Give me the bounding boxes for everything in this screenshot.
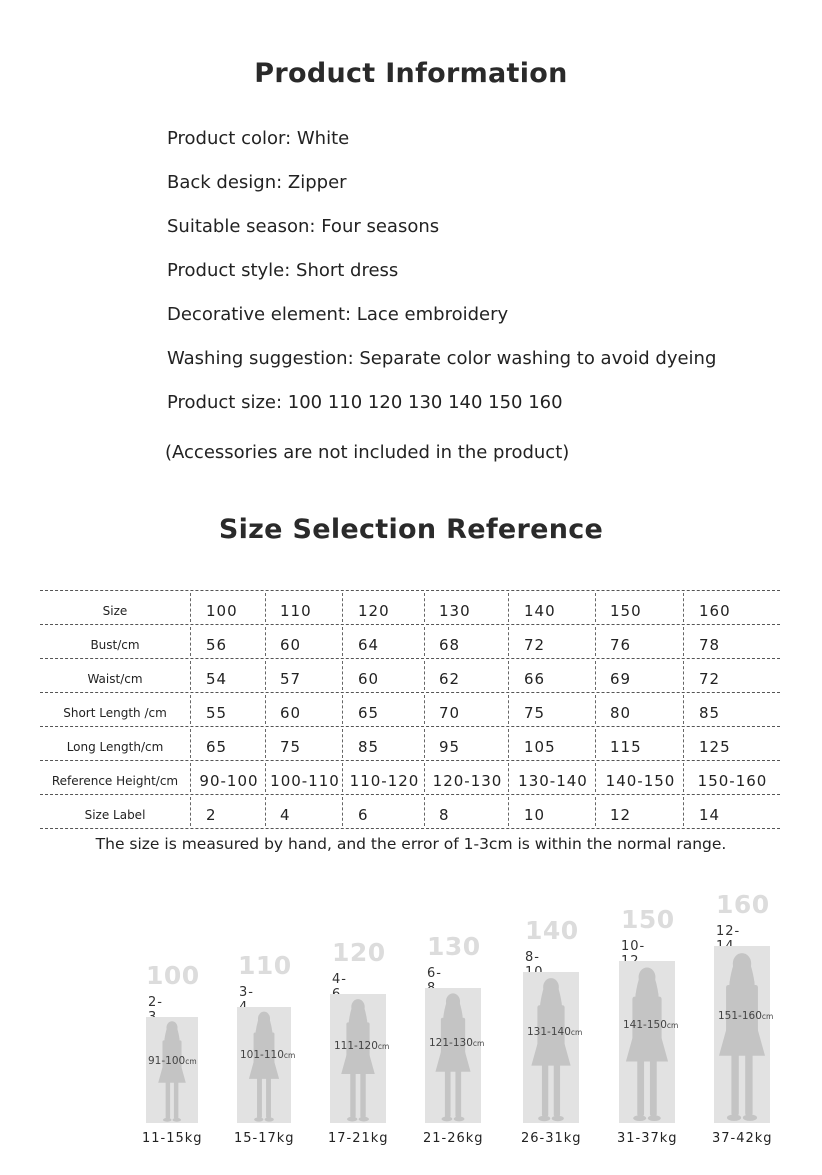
- product-color-line: Product color: White: [167, 128, 350, 149]
- size-table-cell: 68: [439, 636, 461, 654]
- figure-age-range: 10-: [621, 939, 646, 954]
- accessories-note: (Accessories are not included in the product): [165, 442, 570, 463]
- size-selection-title: Size Selection Reference: [218, 514, 604, 545]
- product-information-title: Product Information: [254, 58, 568, 89]
- column-divider: [190, 763, 191, 792]
- child-silhouette-icon: [330, 994, 386, 1123]
- height-value: 141-150: [623, 1019, 667, 1032]
- size-table-cell: 85: [358, 738, 380, 756]
- figure-silhouette-panel: [146, 1017, 198, 1123]
- figure-size-number: 140: [525, 916, 579, 945]
- size-table-cell: 150-160: [697, 772, 768, 790]
- figure-height-range: [334, 1040, 389, 1052]
- figure-weight-range: 17-21kg: [328, 1131, 389, 1146]
- size-table-cell: 10: [524, 806, 546, 824]
- size-table-row: [40, 625, 780, 659]
- height-value: 121-130: [429, 1036, 473, 1049]
- column-divider: [190, 661, 191, 690]
- size-table-cell: 110: [280, 602, 312, 620]
- row-label: Reference Height/cm: [51, 774, 179, 788]
- size-table-cell: 12: [610, 806, 632, 824]
- figure-age-range: 12-: [716, 924, 741, 939]
- child-silhouette-icon: [619, 961, 675, 1123]
- size-table-cell: 60: [358, 670, 380, 688]
- size-table-cell: 90-100: [199, 772, 259, 790]
- size-table-cell: 2: [206, 806, 217, 824]
- figure-height-range: [148, 1055, 197, 1067]
- figure-size-number: 130: [427, 932, 481, 961]
- size-table-cell: 57: [280, 670, 302, 688]
- size-table-cell: 80: [610, 704, 632, 722]
- figure-height-range: [623, 1019, 678, 1031]
- height-value: 131-140: [527, 1026, 571, 1039]
- figure-size-number: 110: [238, 951, 292, 980]
- size-table-cell: 78: [699, 636, 721, 654]
- size-table-cell: 14: [699, 806, 721, 824]
- row-label: Waist/cm: [87, 672, 143, 686]
- size-table-row: [40, 659, 780, 693]
- row-label: Bust/cm: [90, 638, 140, 652]
- column-divider: [190, 627, 191, 656]
- size-table-cell: 60: [280, 704, 302, 722]
- back-design-line: Back design: Zipper: [167, 172, 347, 193]
- size-table-cell: 75: [280, 738, 302, 756]
- column-divider: [190, 695, 191, 724]
- figure-age-range: 2-: [148, 995, 163, 1010]
- size-table: [40, 590, 780, 829]
- size-table-cell: 120: [358, 602, 390, 620]
- size-table-cell: 125: [699, 738, 731, 756]
- size-table-cell: 100: [206, 602, 238, 620]
- size-table-cell: 72: [524, 636, 546, 654]
- figure-age-range: 6-: [427, 966, 442, 981]
- size-table-cell: 65: [206, 738, 228, 756]
- child-silhouette-icon: [714, 946, 770, 1123]
- figure-weight-range: 26-31kg: [521, 1131, 582, 1146]
- figure-silhouette-panel: [425, 988, 481, 1123]
- size-table-cell: 140-150: [605, 772, 676, 790]
- child-silhouette-icon: [523, 972, 579, 1123]
- height-unit: cm: [283, 1050, 296, 1060]
- size-table-cell: 64: [358, 636, 380, 654]
- size-table-row: [40, 761, 780, 795]
- figure-height-range: [527, 1026, 582, 1038]
- height-value: 91-100: [148, 1055, 186, 1068]
- height-value: 111-120: [334, 1040, 378, 1053]
- washing-suggestion-line: Washing suggestion: Separate color washing to avoid dyeing: [167, 348, 717, 369]
- column-divider: [190, 593, 191, 622]
- product-size-line: Product size: 100 110 120 130 140 150 160: [167, 392, 563, 413]
- column-divider: [190, 797, 191, 826]
- size-table-cell: 6: [358, 806, 369, 824]
- height-unit: cm: [570, 1028, 583, 1038]
- size-table-cell: 55: [206, 704, 228, 722]
- size-table-cell: 120-130: [432, 772, 503, 790]
- size-table-cell: 54: [206, 670, 228, 688]
- figure-size-number: 120: [332, 938, 386, 967]
- size-table-cell: 8: [439, 806, 450, 824]
- figure-age-range: 4-: [332, 972, 347, 987]
- figure-silhouette-panel: [330, 994, 386, 1123]
- figure-age-range: 8-: [525, 950, 540, 965]
- size-table-cell: 62: [439, 670, 461, 688]
- row-label: Short Length /cm: [63, 706, 167, 720]
- size-table-row: [40, 693, 780, 727]
- figure-silhouette-panel: [619, 961, 675, 1123]
- row-label: Size Label: [84, 808, 146, 822]
- size-table-cell: 56: [206, 636, 228, 654]
- figure-size-number: 150: [621, 905, 675, 934]
- product-info-list: [167, 126, 807, 434]
- child-silhouette-icon: [425, 988, 481, 1123]
- figure-size-number: 100: [146, 961, 200, 990]
- size-table-cell: 100-110: [270, 772, 340, 790]
- size-table-cell: 4: [280, 806, 291, 824]
- size-table-cell: 130-140: [518, 772, 588, 790]
- figure-weight-range: 37-42kg: [712, 1131, 773, 1146]
- suitable-season-line: Suitable season: Four seasons: [167, 216, 440, 237]
- figure-weight-range: 11-15kg: [142, 1131, 203, 1146]
- child-silhouette-icon: [146, 1017, 198, 1123]
- row-label: Long Length/cm: [66, 740, 164, 754]
- size-table-row: [40, 591, 780, 625]
- size-table-cell: 160: [699, 602, 731, 620]
- measurement-footnote: The size is measured by hand, and the error of 1-3cm is within the normal range.: [95, 835, 727, 853]
- decorative-element-line: Decorative element: Lace embroidery: [167, 304, 509, 325]
- figure-silhouette-panel: [523, 972, 579, 1123]
- height-value: 151-160: [718, 1009, 762, 1022]
- height-unit: cm: [666, 1021, 679, 1031]
- size-table-cell: 85: [699, 704, 721, 722]
- size-table-cell: 95: [439, 738, 461, 756]
- size-table-cell: 66: [524, 670, 546, 688]
- size-figures: [0, 870, 822, 1175]
- figure-height-range: [429, 1037, 484, 1049]
- size-table-cell: 110-120: [349, 772, 420, 790]
- size-table-cell: 70: [439, 704, 461, 722]
- figure-height-range: [240, 1049, 295, 1061]
- height-value: 101-110: [240, 1048, 284, 1061]
- height-unit: cm: [377, 1042, 390, 1052]
- height-unit: cm: [472, 1038, 485, 1048]
- figure-size-number: 160: [716, 890, 770, 919]
- size-table-cell: 150: [610, 602, 642, 620]
- size-table-cell: 75: [524, 704, 546, 722]
- height-unit: cm: [761, 1011, 774, 1021]
- column-divider: [190, 729, 191, 758]
- size-table-cell: 69: [610, 670, 632, 688]
- size-table-cell: 60: [280, 636, 302, 654]
- child-silhouette-icon: [237, 1007, 291, 1123]
- product-style-line: Product style: Short dress: [167, 260, 399, 281]
- size-table-cell: 72: [699, 670, 721, 688]
- size-table-cell: 115: [610, 738, 642, 756]
- figure-silhouette-panel: [237, 1007, 291, 1123]
- size-table-cell: 105: [524, 738, 556, 756]
- figure-silhouette-panel: [714, 946, 770, 1123]
- size-table-cell: 140: [524, 602, 556, 620]
- height-unit: cm: [185, 1057, 197, 1067]
- row-label: Size: [102, 604, 128, 618]
- size-table-row: [40, 795, 780, 829]
- size-table-cell: 130: [439, 602, 471, 620]
- size-table-cell: 65: [358, 704, 380, 722]
- figure-weight-range: 15-17kg: [234, 1131, 295, 1146]
- figure-weight-range: 21-26kg: [423, 1131, 484, 1146]
- size-table-row: [40, 727, 780, 761]
- size-table-cell: 76: [610, 636, 632, 654]
- figure-height-range: [718, 1010, 773, 1022]
- figure-weight-range: 31-37kg: [617, 1131, 678, 1146]
- figure-age-range: 3-: [239, 985, 254, 1000]
